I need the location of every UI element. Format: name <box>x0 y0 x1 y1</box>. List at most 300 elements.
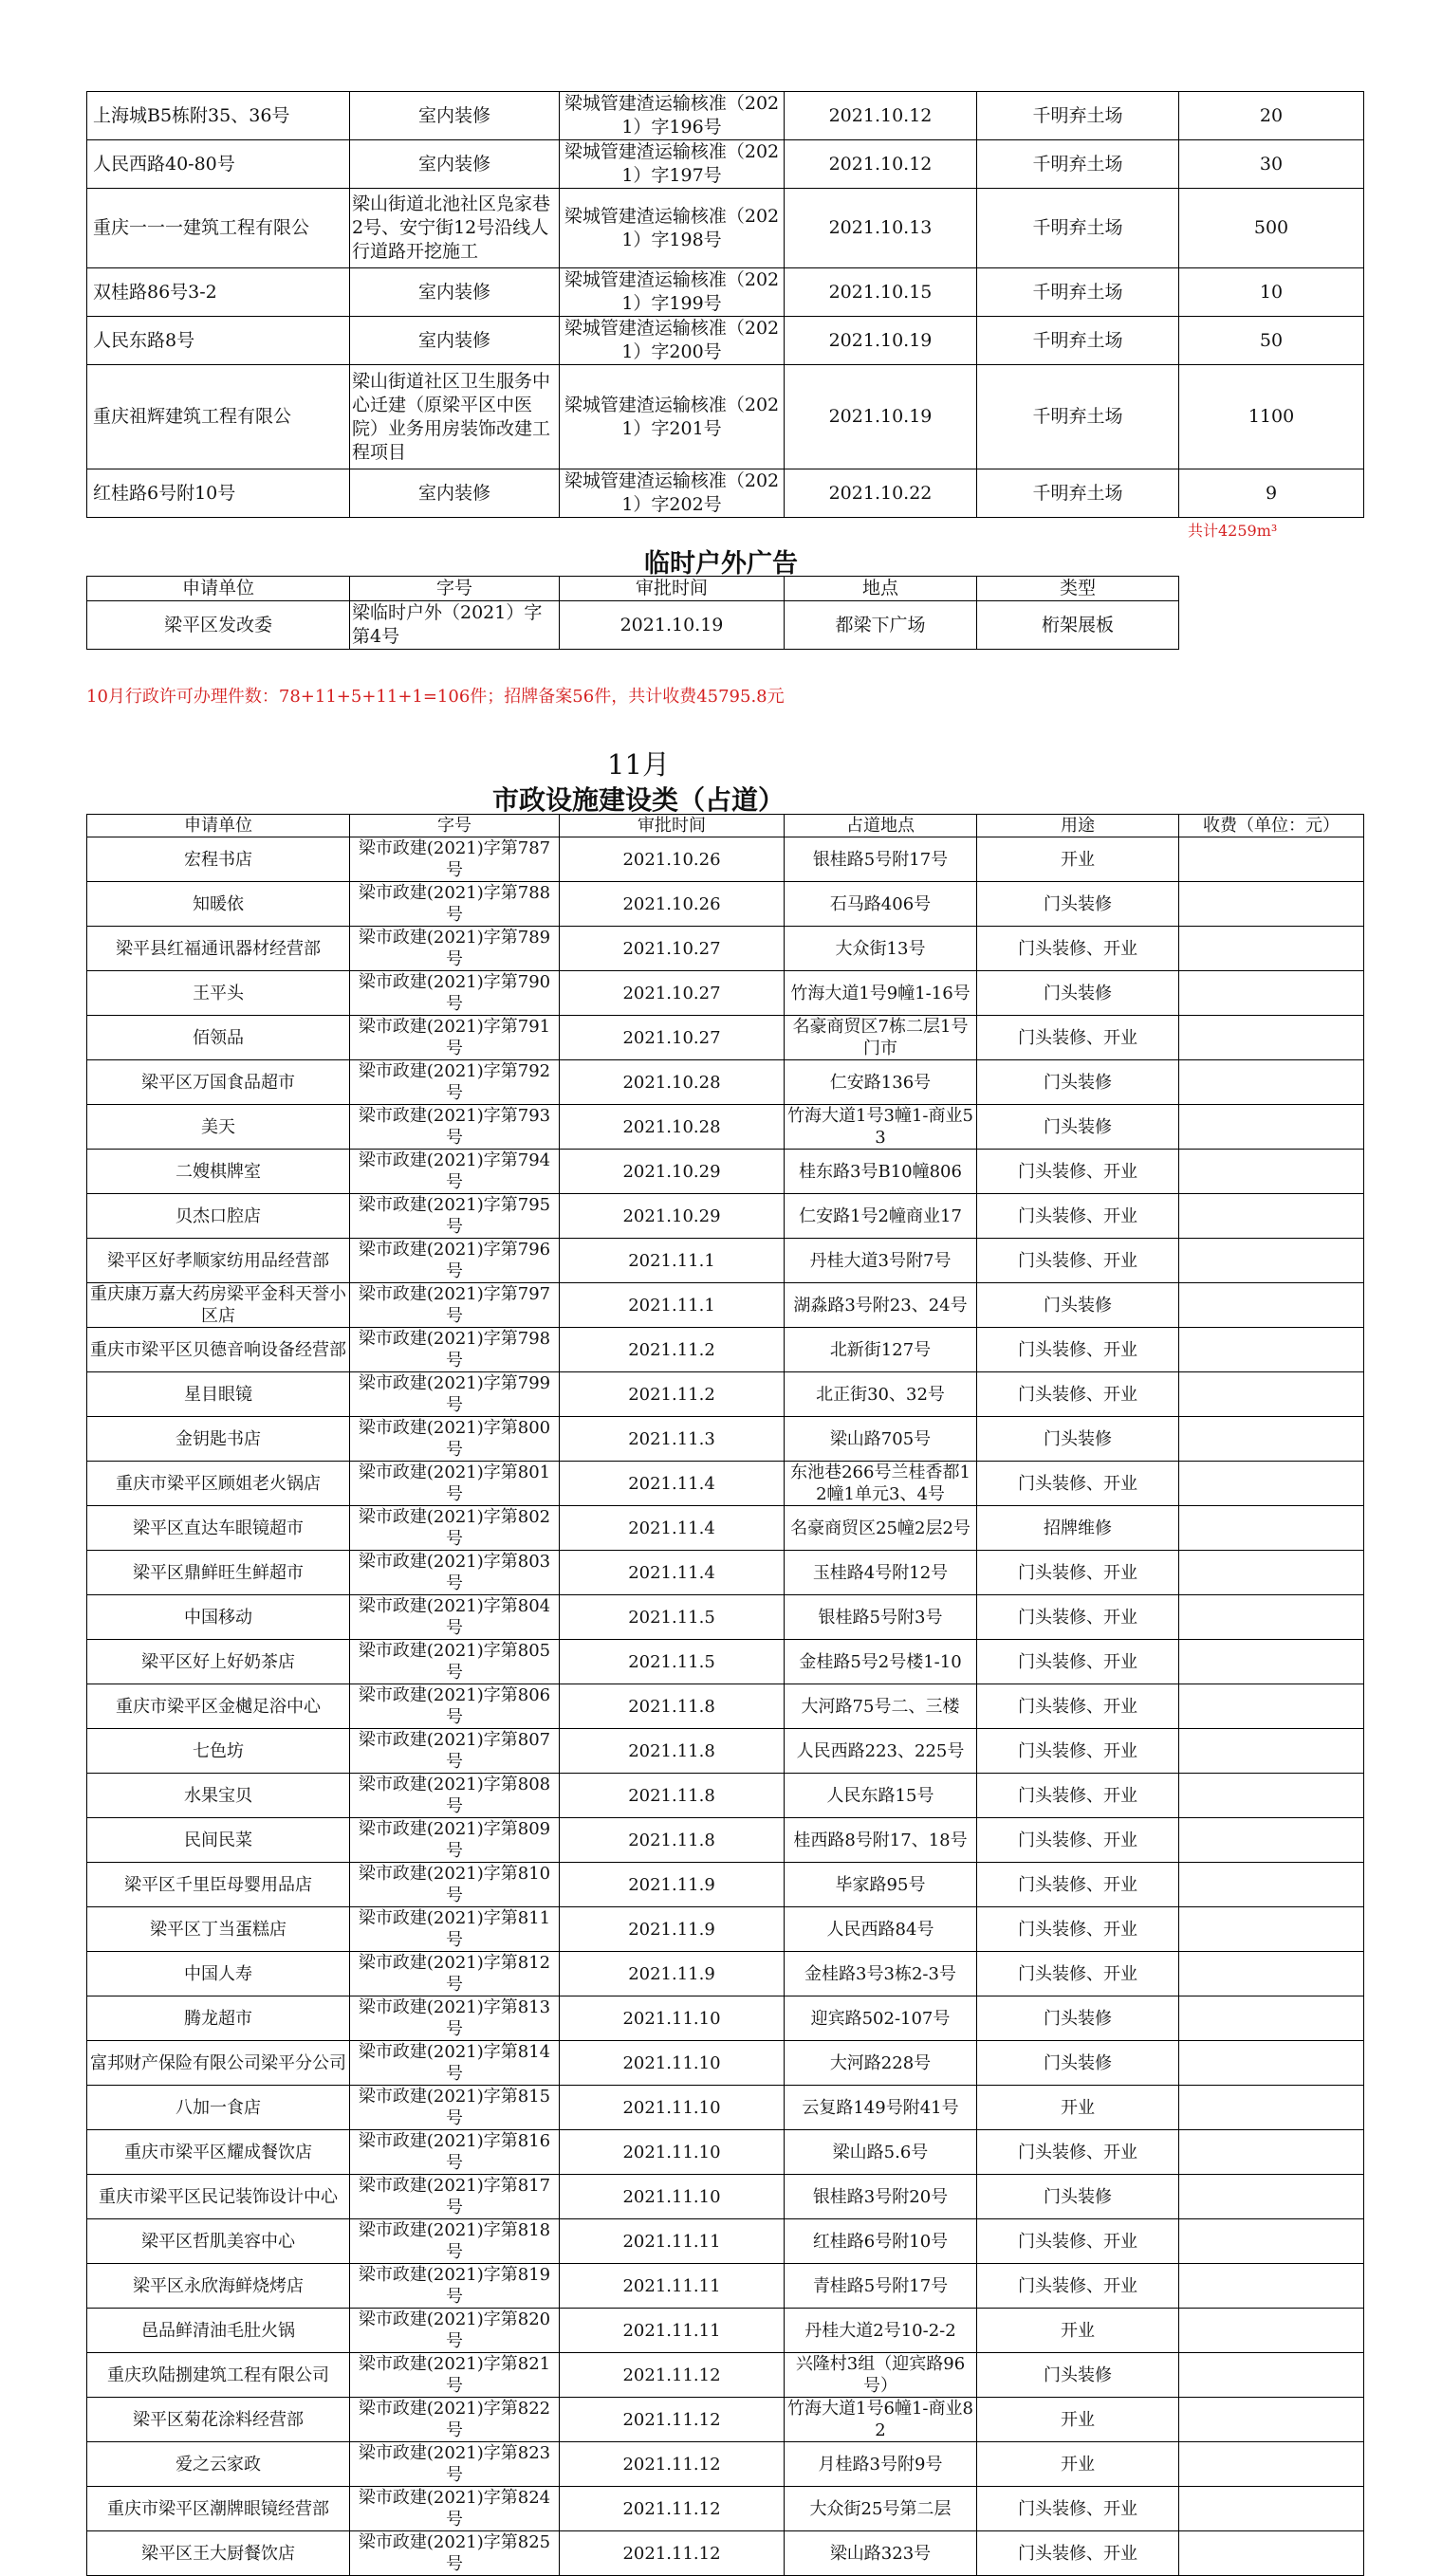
cell-use: 门头装修、开业 <box>977 1818 1179 1863</box>
cell-date: 2021.11.12 <box>560 2487 785 2531</box>
cell-fee <box>1179 1952 1364 1996</box>
cell-amount: 10 <box>1179 268 1364 317</box>
cell-permit: 梁市政建(2021)字第819号 <box>350 2264 560 2309</box>
cell-unit: 佰领品 <box>87 1016 350 1060</box>
cell-unit: 重庆市梁平区金樾足浴中心 <box>87 1684 350 1729</box>
cell-place: 竹海大道1号9幢1-16号 <box>785 971 977 1016</box>
cell-place: 人民西路223、225号 <box>785 1729 977 1774</box>
table-row <box>87 1417 1364 1462</box>
table-row <box>87 2531 1364 2576</box>
cell-place: 大众街13号 <box>785 927 977 971</box>
cell-date: 2021.10.13 <box>785 189 977 268</box>
cell-fee <box>1179 2219 1364 2264</box>
cell-fee <box>1179 1239 1364 1283</box>
table-row <box>87 971 1364 1016</box>
cell-date: 2021.11.10 <box>560 2175 785 2219</box>
outdoor-ad-table <box>86 576 1188 650</box>
table-row <box>87 1328 1364 1372</box>
cell-fee <box>1179 1551 1364 1595</box>
cell-site: 千明弃土场 <box>977 268 1179 317</box>
cell-use: 门头装修、开业 <box>977 1194 1179 1239</box>
cell-place: 梁山路5.6号 <box>785 2130 977 2175</box>
table-row <box>87 1194 1364 1239</box>
table-row <box>87 927 1364 971</box>
cell-use: 门头装修、开业 <box>977 1684 1179 1729</box>
table-row <box>87 1952 1364 1996</box>
table-row <box>87 1239 1364 1283</box>
cell-unit: 邑品鲜清油毛肚火锅 <box>87 2309 350 2353</box>
cell-unit: 金钥匙书店 <box>87 1417 350 1462</box>
cell-place: 丹桂大道2号10-2-2 <box>785 2309 977 2353</box>
cell-fee <box>1179 2531 1364 2576</box>
cell-use: 开业 <box>977 2442 1179 2487</box>
table-row <box>87 365 1364 469</box>
table-row <box>87 1506 1364 1551</box>
cell-fee <box>1179 2487 1364 2531</box>
table-row <box>87 1907 1364 1952</box>
cell-fee <box>1179 2175 1364 2219</box>
cell-use: 门头装修、开业 <box>977 1595 1179 1640</box>
blank-cell <box>1179 601 1188 650</box>
cell-date: 2021.11.5 <box>560 1640 785 1684</box>
cell-unit: 富邦财产保险有限公司梁平分公司 <box>87 2041 350 2086</box>
cell-unit: 腾龙超市 <box>87 1996 350 2041</box>
table-row <box>87 2487 1364 2531</box>
table-row <box>87 1818 1364 1863</box>
cell-amount: 20 <box>1179 92 1364 140</box>
table-row <box>87 1462 1364 1506</box>
cell-permit: 梁临时户外（2021）字第4号 <box>350 601 560 650</box>
cell-date: 2021.10.27 <box>560 971 785 1016</box>
cell-fee <box>1179 1060 1364 1105</box>
cell-use: 门头装修、开业 <box>977 2130 1179 2175</box>
table-row <box>87 2309 1364 2353</box>
cell-use: 门头装修、开业 <box>977 2531 1179 2576</box>
cell-permit: 梁市政建(2021)字第807号 <box>350 1729 560 1774</box>
cell-unit: 王平头 <box>87 971 350 1016</box>
cell-permit: 梁城管建渣运输核准（2021）字200号 <box>560 317 785 365</box>
table-row <box>87 2041 1364 2086</box>
cell-permit: 梁市政建(2021)字第813号 <box>350 1996 560 2041</box>
cell-permit: 梁市政建(2021)字第816号 <box>350 2130 560 2175</box>
header-permit: 字号 <box>350 577 560 601</box>
cell-use: 门头装修、开业 <box>977 1863 1179 1907</box>
table-header-row <box>87 815 1364 837</box>
section-title: 市政设施建设类（占道） <box>491 784 785 816</box>
cell-unit: 重庆祖辉建筑工程有限公 <box>87 365 350 469</box>
cell-unit: 知暖依 <box>87 882 350 927</box>
table-row <box>87 1996 1364 2041</box>
outdoor-ad-title: 临时户外广告 <box>644 549 798 579</box>
cell-use: 开业 <box>977 2309 1179 2353</box>
cell-place: 竹海大道1号6幢1-商业82 <box>785 2398 977 2442</box>
cell-unit: 梁平区直达车眼镜超市 <box>87 1506 350 1551</box>
cell-fee <box>1179 2130 1364 2175</box>
cell-place: 红桂路6号附10号 <box>785 2219 977 2264</box>
cell-place: 石马路406号 <box>785 882 977 927</box>
cell-place: 北新街127号 <box>785 1328 977 1372</box>
table-row <box>87 189 1364 268</box>
cell-permit: 梁城管建渣运输核准（2021）字198号 <box>560 189 785 268</box>
table-row <box>87 140 1364 189</box>
outdoor-ad-row <box>87 601 1188 650</box>
cell-amount: 50 <box>1179 317 1364 365</box>
cell-use: 开业 <box>977 2086 1179 2130</box>
cell-date: 2021.10.27 <box>560 1016 785 1060</box>
cell-use: 门头装修、开业 <box>977 927 1179 971</box>
cell-place: 丹桂大道3号附7号 <box>785 1239 977 1283</box>
cell-use: 门头装修 <box>977 971 1179 1016</box>
cell-permit: 梁市政建(2021)字第799号 <box>350 1372 560 1417</box>
cell-unit: 贝杰口腔店 <box>87 1194 350 1239</box>
cell-use: 门头装修 <box>977 1996 1179 2041</box>
cell-use: 梁山街道社区卫生服务中心迁建（原梁平区中医院）业务用房装饰改建工程项目 <box>350 365 560 469</box>
cell-fee <box>1179 927 1364 971</box>
municipal-occupancy-table <box>86 814 1364 2576</box>
cell-use: 门头装修、开业 <box>977 2264 1179 2309</box>
cell-place: 名豪商贸区25幢2层2号 <box>785 1506 977 1551</box>
cell-date: 2021.11.9 <box>560 1952 785 1996</box>
cell-use: 开业 <box>977 2398 1179 2442</box>
cell-date: 2021.11.10 <box>560 1996 785 2041</box>
table-row <box>87 92 1364 140</box>
cell-place: 大河路75号二、三楼 <box>785 1684 977 1729</box>
cell-fee <box>1179 971 1364 1016</box>
cell-date: 2021.10.29 <box>560 1150 785 1194</box>
cell-fee <box>1179 1684 1364 1729</box>
cell-site: 千明弃土场 <box>977 317 1179 365</box>
cell-date: 2021.10.26 <box>560 882 785 927</box>
cell-unit: 梁平区鼎鲜旺生鲜超市 <box>87 1551 350 1595</box>
cell-fee <box>1179 1328 1364 1372</box>
cell-date: 2021.10.26 <box>560 837 785 882</box>
header-date: 审批时间 <box>560 815 785 837</box>
cell-date: 2021.11.12 <box>560 2442 785 2487</box>
cell-date: 2021.11.4 <box>560 1551 785 1595</box>
cell-fee <box>1179 1729 1364 1774</box>
cell-unit: 梁平区菊花涂料经营部 <box>87 2398 350 2442</box>
cell-unit: 民间民菜 <box>87 1818 350 1863</box>
cell-unit: 梁平区万国食品超市 <box>87 1060 350 1105</box>
cell-place: 都梁下广场 <box>785 601 977 650</box>
table-row <box>87 1684 1364 1729</box>
cell-site: 千明弃土场 <box>977 365 1179 469</box>
cell-date: 2021.11.5 <box>560 1595 785 1640</box>
construction-total: 共计4259m³ <box>1188 522 1278 540</box>
cell-amount: 30 <box>1179 140 1364 189</box>
cell-place: 桂东路3号B10幢806 <box>785 1150 977 1194</box>
cell-use: 室内装修 <box>350 140 560 189</box>
cell-use: 门头装修、开业 <box>977 1372 1179 1417</box>
blank-cell <box>1179 577 1188 601</box>
cell-unit: 重庆玖陆捌建筑工程有限公司 <box>87 2353 350 2398</box>
cell-unit: 七色坊 <box>87 1729 350 1774</box>
cell-date: 2021.11.12 <box>560 2398 785 2442</box>
cell-use: 门头装修、开业 <box>977 1150 1179 1194</box>
table-row <box>87 1595 1364 1640</box>
cell-amount: 9 <box>1179 469 1364 518</box>
table-row <box>87 882 1364 927</box>
cell-fee <box>1179 1907 1364 1952</box>
cell-permit: 梁市政建(2021)字第817号 <box>350 2175 560 2219</box>
cell-fee <box>1179 1016 1364 1060</box>
cell-fee <box>1179 1996 1364 2041</box>
cell-use: 室内装修 <box>350 268 560 317</box>
cell-use: 门头装修、开业 <box>977 1952 1179 1996</box>
cell-date: 2021.10.19 <box>560 601 785 650</box>
cell-date: 2021.11.12 <box>560 2353 785 2398</box>
cell-use: 门头装修、开业 <box>977 2487 1179 2531</box>
cell-permit: 梁市政建(2021)字第825号 <box>350 2531 560 2576</box>
cell-date: 2021.11.8 <box>560 1729 785 1774</box>
cell-permit: 梁市政建(2021)字第794号 <box>350 1150 560 1194</box>
cell-fee <box>1179 2353 1364 2398</box>
cell-place: 竹海大道1号3幢1-商业53 <box>785 1105 977 1150</box>
cell-site: 千明弃土场 <box>977 140 1179 189</box>
cell-date: 2021.11.1 <box>560 1283 785 1328</box>
cell-type: 桁架展板 <box>977 601 1179 650</box>
table-row <box>87 1283 1364 1328</box>
cell-permit: 梁市政建(2021)字第806号 <box>350 1684 560 1729</box>
table-row <box>87 2442 1364 2487</box>
cell-unit: 宏程书店 <box>87 837 350 882</box>
cell-date: 2021.11.10 <box>560 2041 785 2086</box>
cell-use: 门头装修、开业 <box>977 1016 1179 1060</box>
cell-permit: 梁城管建渣运输核准（2021）字202号 <box>560 469 785 518</box>
cell-permit: 梁市政建(2021)字第803号 <box>350 1551 560 1595</box>
cell-permit: 梁城管建渣运输核准（2021）字201号 <box>560 365 785 469</box>
cell-permit: 梁市政建(2021)字第796号 <box>350 1239 560 1283</box>
cell-fee <box>1179 2086 1364 2130</box>
cell-fee <box>1179 1818 1364 1863</box>
cell-permit: 梁市政建(2021)字第808号 <box>350 1774 560 1818</box>
cell-date: 2021.11.8 <box>560 1774 785 1818</box>
cell-use: 门头装修、开业 <box>977 2219 1179 2264</box>
cell-place: 人民西路84号 <box>785 1907 977 1952</box>
cell-place: 梁山路705号 <box>785 1417 977 1462</box>
cell-permit: 梁市政建(2021)字第788号 <box>350 882 560 927</box>
header-fee: 收费（单位：元） <box>1179 815 1364 837</box>
cell-date: 2021.11.10 <box>560 2130 785 2175</box>
cell-use: 门头装修 <box>977 1105 1179 1150</box>
table-row <box>87 2353 1364 2398</box>
cell-date: 2021.11.8 <box>560 1818 785 1863</box>
cell-place: 仁安路136号 <box>785 1060 977 1105</box>
cell-place: 毕家路95号 <box>785 1863 977 1907</box>
cell-unit: 中国人寿 <box>87 1952 350 1996</box>
cell-use: 招牌维修 <box>977 1506 1179 1551</box>
table-row <box>87 2130 1364 2175</box>
header-date: 审批时间 <box>560 577 785 601</box>
month-heading: 11月 <box>607 748 670 781</box>
cell-fee <box>1179 1194 1364 1239</box>
cell-place: 玉桂路4号附12号 <box>785 1551 977 1595</box>
cell-date: 2021.11.9 <box>560 1863 785 1907</box>
cell-unit: 梁平区千里臣母婴用品店 <box>87 1863 350 1907</box>
cell-date: 2021.10.19 <box>785 365 977 469</box>
cell-unit: 梁平区好孝顺家纺用品经营部 <box>87 1239 350 1283</box>
cell-date: 2021.11.1 <box>560 1239 785 1283</box>
cell-unit: 中国移动 <box>87 1595 350 1640</box>
cell-date: 2021.11.11 <box>560 2219 785 2264</box>
cell-permit: 梁城管建渣运输核准（2021）字197号 <box>560 140 785 189</box>
cell-place: 迎宾路502-107号 <box>785 1996 977 2041</box>
cell-place: 月桂路3号附9号 <box>785 2442 977 2487</box>
cell-permit: 梁市政建(2021)字第792号 <box>350 1060 560 1105</box>
table-row <box>87 2398 1364 2442</box>
cell-place: 兴隆村3组（迎宾路96号） <box>785 2353 977 2398</box>
cell-fee <box>1179 882 1364 927</box>
table-row <box>87 2175 1364 2219</box>
cell-place: 桂西路8号附17、18号 <box>785 1818 977 1863</box>
cell-fee <box>1179 2398 1364 2442</box>
cell-permit: 梁市政建(2021)字第790号 <box>350 971 560 1016</box>
cell-permit: 梁市政建(2021)字第797号 <box>350 1283 560 1328</box>
cell-permit: 梁市政建(2021)字第795号 <box>350 1194 560 1239</box>
table-row <box>87 1150 1364 1194</box>
cell-unit: 爱之云家政 <box>87 2442 350 2487</box>
cell-fee <box>1179 1372 1364 1417</box>
cell-date: 2021.10.29 <box>560 1194 785 1239</box>
table-row <box>87 1640 1364 1684</box>
cell-permit: 梁市政建(2021)字第801号 <box>350 1462 560 1506</box>
cell-unit: 二嫂棋牌室 <box>87 1150 350 1194</box>
cell-unit: 重庆市梁平区顾姐老火锅店 <box>87 1462 350 1506</box>
cell-unit: 人民西路40-80号 <box>87 140 350 189</box>
header-permit: 字号 <box>350 815 560 837</box>
outdoor-ad-header-row <box>87 577 1188 601</box>
cell-fee <box>1179 1105 1364 1150</box>
cell-permit: 梁市政建(2021)字第809号 <box>350 1818 560 1863</box>
cell-permit: 梁市政建(2021)字第821号 <box>350 2353 560 2398</box>
cell-permit: 梁市政建(2021)字第798号 <box>350 1328 560 1372</box>
cell-place: 云复路149号附41号 <box>785 2086 977 2130</box>
cell-unit: 梁平县红福通讯器材经营部 <box>87 927 350 971</box>
table-row <box>87 1551 1364 1595</box>
cell-permit: 梁市政建(2021)字第800号 <box>350 1417 560 1462</box>
cell-permit: 梁市政建(2021)字第793号 <box>350 1105 560 1150</box>
cell-place: 人民东路15号 <box>785 1774 977 1818</box>
cell-place: 银桂路3号附20号 <box>785 2175 977 2219</box>
cell-fee <box>1179 1774 1364 1818</box>
cell-date: 2021.10.28 <box>560 1060 785 1105</box>
table-row <box>87 837 1364 882</box>
table-row <box>87 2086 1364 2130</box>
cell-fee <box>1179 1863 1364 1907</box>
header-use: 用途 <box>977 815 1179 837</box>
cell-date: 2021.10.12 <box>785 140 977 189</box>
cell-permit: 梁市政建(2021)字第787号 <box>350 837 560 882</box>
cell-place: 仁安路1号2幢商业17 <box>785 1194 977 1239</box>
table-row <box>87 469 1364 518</box>
header-place: 地点 <box>785 577 977 601</box>
cell-date: 2021.10.15 <box>785 268 977 317</box>
cell-permit: 梁市政建(2021)字第791号 <box>350 1016 560 1060</box>
cell-date: 2021.11.2 <box>560 1328 785 1372</box>
cell-use: 门头装修 <box>977 1417 1179 1462</box>
table-row <box>87 268 1364 317</box>
cell-fee <box>1179 1640 1364 1684</box>
cell-use: 梁山街道北池社区凫家巷2号、安宁街12号沿线人行道路开挖施工 <box>350 189 560 268</box>
cell-permit: 梁市政建(2021)字第802号 <box>350 1506 560 1551</box>
cell-place: 金桂路5号2号楼1-10 <box>785 1640 977 1684</box>
cell-date: 2021.11.8 <box>560 1684 785 1729</box>
cell-date: 2021.11.2 <box>560 1372 785 1417</box>
cell-use: 门头装修、开业 <box>977 1462 1179 1506</box>
cell-fee <box>1179 837 1364 882</box>
cell-place: 北正街30、32号 <box>785 1372 977 1417</box>
cell-unit: 梁平区王大厨餐饮店 <box>87 2531 350 2576</box>
cell-use: 门头装修 <box>977 1283 1179 1328</box>
cell-date: 2021.11.12 <box>560 2531 785 2576</box>
cell-place: 青桂路5号附17号 <box>785 2264 977 2309</box>
cell-unit: 重庆市梁平区耀成餐饮店 <box>87 2130 350 2175</box>
cell-use: 室内装修 <box>350 469 560 518</box>
table-row <box>87 2264 1364 2309</box>
cell-unit: 重庆市梁平区潮牌眼镜经营部 <box>87 2487 350 2531</box>
cell-use: 门头装修、开业 <box>977 1328 1179 1372</box>
cell-date: 2021.10.28 <box>560 1105 785 1150</box>
cell-site: 千明弃土场 <box>977 92 1179 140</box>
cell-permit: 梁市政建(2021)字第805号 <box>350 1640 560 1684</box>
cell-date: 2021.11.4 <box>560 1506 785 1551</box>
cell-permit: 梁市政建(2021)字第789号 <box>350 927 560 971</box>
cell-permit: 梁市政建(2021)字第822号 <box>350 2398 560 2442</box>
cell-fee <box>1179 2442 1364 2487</box>
cell-use: 门头装修 <box>977 2041 1179 2086</box>
cell-permit: 梁市政建(2021)字第818号 <box>350 2219 560 2264</box>
cell-date: 2021.11.11 <box>560 2264 785 2309</box>
cell-place: 大众街25号第二层 <box>785 2487 977 2531</box>
cell-date: 2021.10.19 <box>785 317 977 365</box>
header-place: 占道地点 <box>785 815 977 837</box>
cell-fee <box>1179 1283 1364 1328</box>
cell-permit: 梁市政建(2021)字第814号 <box>350 2041 560 2086</box>
cell-unit: 重庆康万嘉大药房梁平金科天誉小区店 <box>87 1283 350 1328</box>
cell-permit: 梁城管建渣运输核准（2021）字196号 <box>560 92 785 140</box>
cell-site: 千明弃土场 <box>977 189 1179 268</box>
cell-amount: 500 <box>1179 189 1364 268</box>
cell-use: 门头装修、开业 <box>977 1729 1179 1774</box>
cell-use: 门头装修 <box>977 882 1179 927</box>
cell-unit: 人民东路8号 <box>87 317 350 365</box>
cell-fee <box>1179 1150 1364 1194</box>
cell-unit: 上海城B5栋附35、36号 <box>87 92 350 140</box>
cell-fee <box>1179 1417 1364 1462</box>
cell-permit: 梁市政建(2021)字第810号 <box>350 1863 560 1907</box>
cell-date: 2021.11.11 <box>560 2309 785 2353</box>
cell-fee <box>1179 1506 1364 1551</box>
cell-amount: 1100 <box>1179 365 1364 469</box>
cell-permit: 梁市政建(2021)字第824号 <box>350 2487 560 2531</box>
cell-permit: 梁城管建渣运输核准（2021）字199号 <box>560 268 785 317</box>
cell-place: 湖淼路3号附23、24号 <box>785 1283 977 1328</box>
cell-date: 2021.11.4 <box>560 1462 785 1506</box>
cell-place: 梁山路323号 <box>785 2531 977 2576</box>
cell-use: 门头装修、开业 <box>977 1239 1179 1283</box>
cell-place: 银桂路5号附17号 <box>785 837 977 882</box>
cell-permit: 梁市政建(2021)字第815号 <box>350 2086 560 2130</box>
cell-unit: 梁平区哲肌美容中心 <box>87 2219 350 2264</box>
cell-fee <box>1179 1595 1364 1640</box>
cell-place: 银桂路5号附3号 <box>785 1595 977 1640</box>
cell-date: 2021.11.3 <box>560 1417 785 1462</box>
cell-unit: 梁平区永欣海鲜烧烤店 <box>87 2264 350 2309</box>
cell-use: 门头装修 <box>977 2175 1179 2219</box>
header-unit: 申请单位 <box>87 815 350 837</box>
cell-permit: 梁市政建(2021)字第811号 <box>350 1907 560 1952</box>
cell-use: 室内装修 <box>350 92 560 140</box>
